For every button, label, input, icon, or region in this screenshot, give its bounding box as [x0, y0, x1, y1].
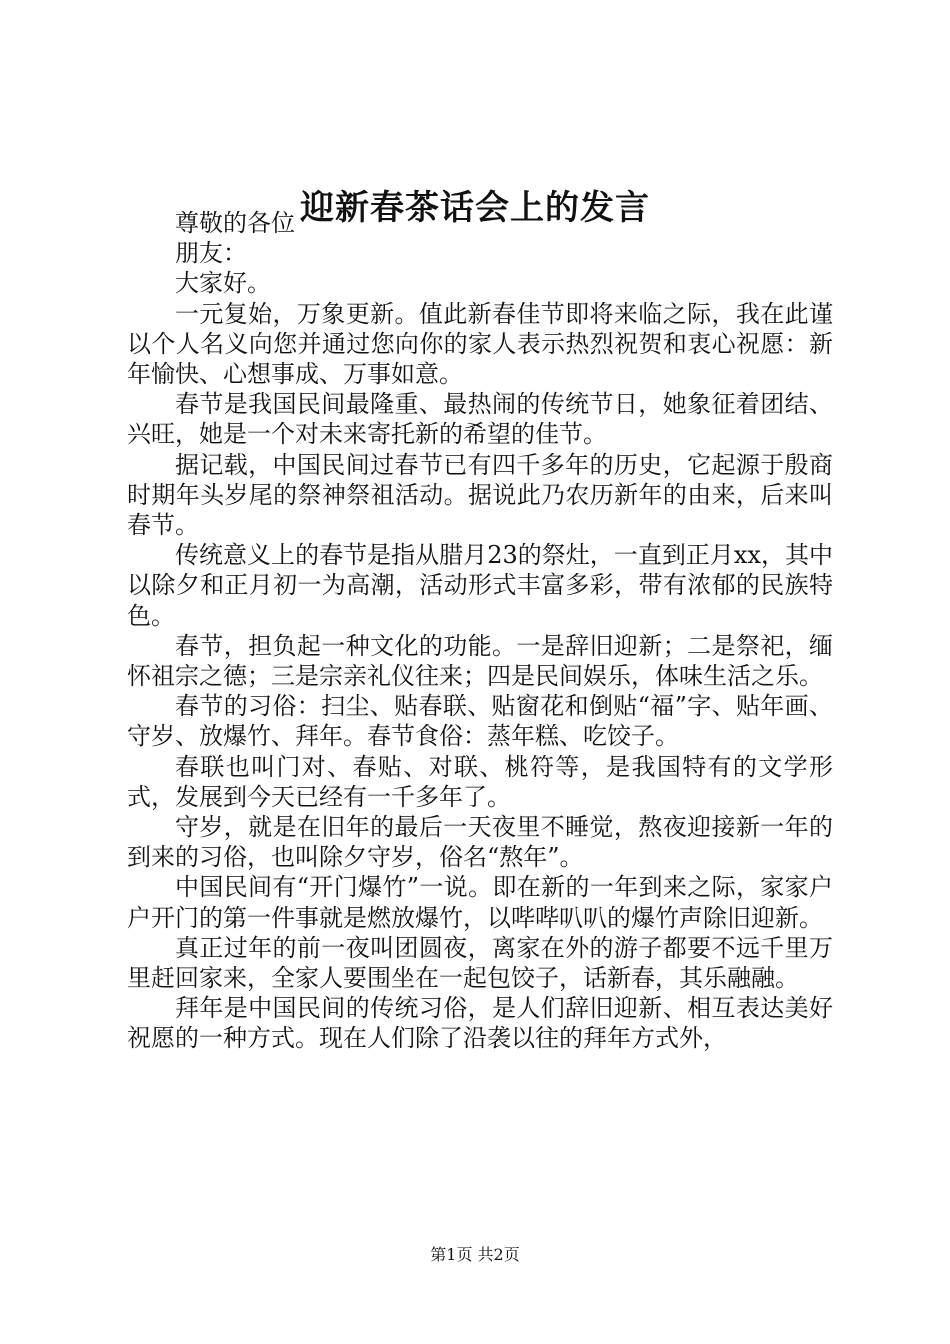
paragraph: 一元复始，万象更新。值此新春佳节即将来临之际，我在此谨以个人名义向您并通过您向你的家人表示热烈祝贺和衷心祝愿：新年愉快、心想事成、万事如意。 [127, 299, 833, 389]
page-footer [0, 1244, 950, 1266]
paragraph: 真正过年的前一夜叫团圆夜，离家在外的游子都要不远千里万里赶回家来，全家人要围坐在一起包饺子，话新春，其乐融融。 [127, 933, 833, 993]
paragraph: 传统意义上的春节是指从腊月23的祭灶，一直到正月xx，其中以除夕和正月初一为高潮，活动形式丰富多彩，带有浓郁的民族特色。 [127, 541, 833, 630]
paragraph: 春联也叫门对、春贴、对联、桃符等，是我国特有的文学形式，发展到今天已经有一千多年了。 [127, 752, 833, 811]
salutation-line-2: 朋友： [175, 239, 247, 268]
document-body [127, 208, 833, 1054]
paragraph: 中国民间有“开门爆竹”一说。即在新的一年到来之际，家家户户开门的第一件事就是燃放爆竹，以哔哔叭叭的爆竹声除旧迎新。 [127, 873, 833, 932]
paragraph: 春节的习俗：扫尘、贴春联、贴窗花和倒贴“福”字、贴年画、守岁、放爆竹、拜年。春节食俗：蒸年糕、吃饺子。 [127, 692, 833, 751]
paragraph: 春节，担负起一种文化的功能。一是辞旧迎新；二是祭祀，缅怀祖宗之德；三是宗亲礼仪往来；四是民间娱乐，体味生活之乐。 [127, 631, 833, 691]
document-title: 迎新春茶话会上的发言 [300, 188, 650, 228]
paragraph: 拜年是中国民间的传统习俗，是人们辞旧迎新、相互表达美好祝愿的一种方式。现在人们除了沿袭以往的拜年方式外， [127, 994, 833, 1053]
greeting: 大家好。 [175, 269, 271, 298]
page-indicator: 第1页 共2页 [430, 1245, 520, 1264]
paragraph: 守岁，就是在旧年的最后一天夜里不睡觉，熬夜迎接新一年的到来的习俗，也叫除夕守岁，俗名“熬年”。 [127, 813, 833, 872]
paragraph: 据记载，中国民间过春节已有四千多年的历史，它起源于殷商时期年头岁尾的祭神祭祖活动。据说此乃农历新年的由来，后来叫春节。 [127, 450, 833, 540]
paragraph: 春节是我国民间最隆重、最热闹的传统节日，她象征着团结、兴旺，她是一个对未来寄托新的希望的佳节。 [127, 390, 833, 449]
salutation-line-1: 尊敬的各位 [175, 209, 295, 237]
